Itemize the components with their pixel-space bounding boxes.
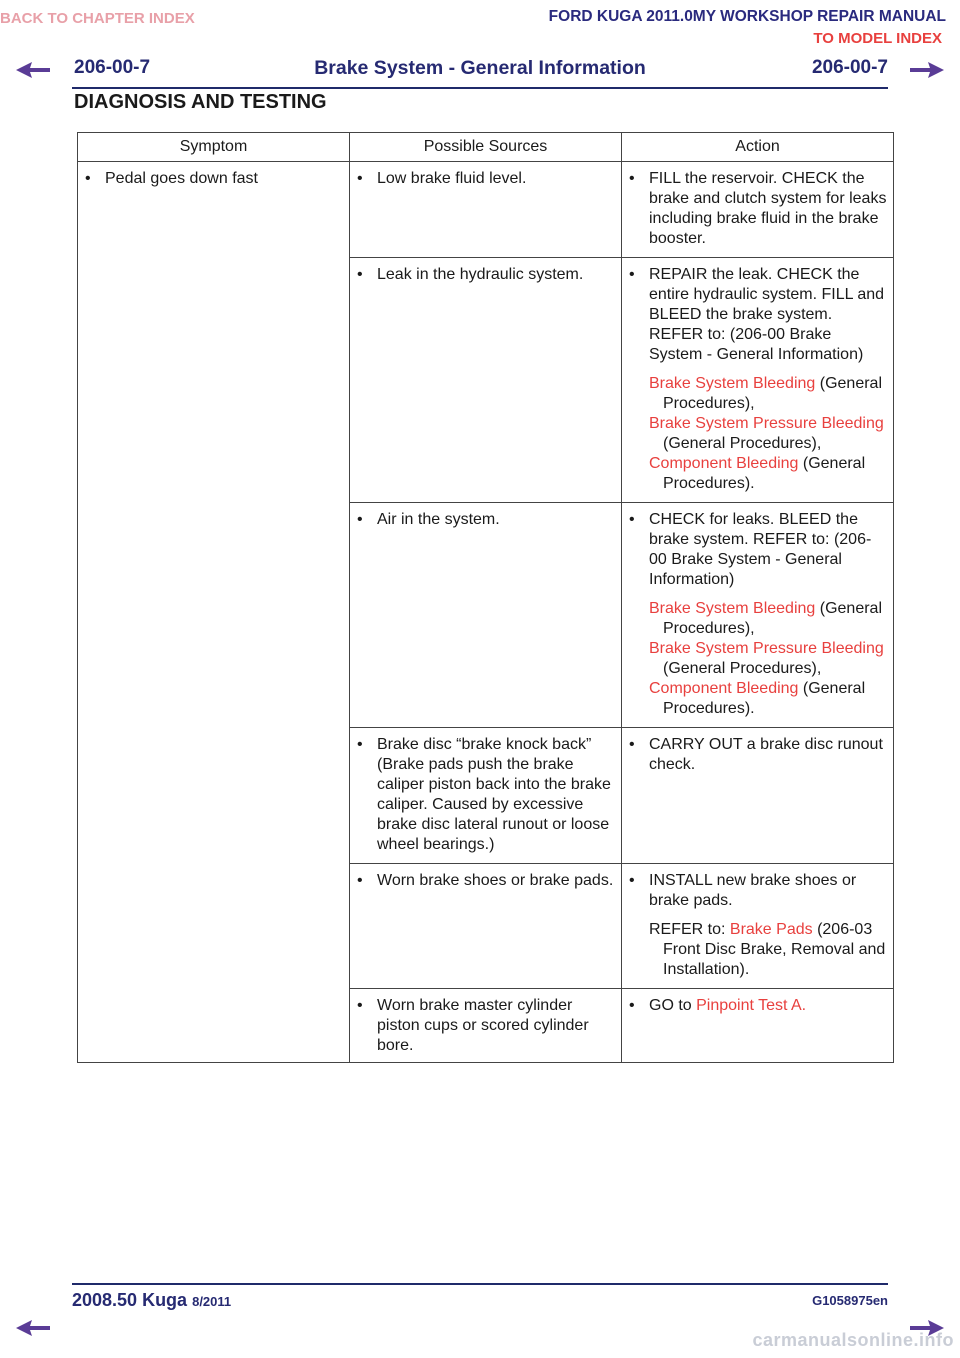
footer-doc-id: G1058975en xyxy=(812,1293,888,1308)
source-text: Worn brake master cylinder piston cups or scored cylinder bore. xyxy=(377,997,589,1054)
action-cell: • CARRY OUT a brake disc runout check. xyxy=(622,728,894,864)
page-code-right: 206-00-7 xyxy=(811,57,888,78)
action-cell: • REPAIR the leak. CHECK the entire hydraulic system. FILL and BLEED the brake system. REFER to: (206-00 Brake System - General Information) Brake System Bleeding (General Procedures), Brake System Pressure Bleeding (General Procedures), Component Bleeding (General Procedures). xyxy=(622,258,894,503)
action-text: INSTALL new brake shoes or brake pads. xyxy=(649,872,857,909)
action-text: GO to xyxy=(649,997,697,1014)
column-header-possible-sources: Possible Sources xyxy=(350,133,622,162)
ref-text: (General Procedures), xyxy=(663,600,883,637)
to-model-index-link[interactable]: TO MODEL INDEX xyxy=(813,30,942,47)
footer-date: 8/2011 xyxy=(192,1294,232,1309)
action-cell: • GO to Pinpoint Test A. xyxy=(622,989,894,1063)
brake-system-bleeding-link[interactable]: Brake System Bleeding xyxy=(649,600,816,617)
ref-text: (General Procedures). xyxy=(663,455,866,492)
source-text: Brake disc “brake knock back” (Brake pads push the brake caliper piston back into the brake caliper. Caused by excessive brake disc lateral runout or loose wheel bearings.) xyxy=(377,736,611,853)
diagnosis-table xyxy=(77,132,894,1063)
ref-text: (General Procedures), xyxy=(663,435,822,452)
previous-page-arrow-icon[interactable] xyxy=(14,1318,52,1338)
action-text: REPAIR the leak. CHECK the entire hydraulic system. FILL and BLEED the brake system. REFER to: (206-00 Brake System - General Information) xyxy=(649,266,885,363)
column-header-symptom: Symptom xyxy=(78,133,350,162)
source-text: Air in the system. xyxy=(377,511,500,528)
source-text: Low brake fluid level. xyxy=(377,170,527,187)
component-bleeding-link[interactable]: Component Bleeding xyxy=(649,455,799,472)
source-cell: • Worn brake shoes or brake pads. xyxy=(350,864,622,989)
action-text: FILL the reservoir. CHECK the brake and clutch system for leaks including brake fluid in the brake booster. xyxy=(649,170,887,247)
component-bleeding-link[interactable]: Component Bleeding xyxy=(649,680,799,697)
source-cell: • Leak in the hydraulic system. xyxy=(350,258,622,503)
brake-system-bleeding-link[interactable]: Brake System Bleeding xyxy=(649,375,816,392)
footer-model xyxy=(72,1290,231,1311)
source-cell: • Air in the system. xyxy=(350,503,622,728)
source-text: Leak in the hydraulic system. xyxy=(377,266,584,283)
source-cell: • Brake disc “brake knock back” (Brake pads push the brake caliper piston back into the brake caliper. Caused by excessive brake disc lateral runout or loose wheel bearings.) xyxy=(350,728,622,864)
action-cell: • INSTALL new brake shoes or brake pads. REFER to: Brake Pads (206-03 Front Disc Brake, Removal and Installation). xyxy=(622,864,894,989)
column-header-action: Action xyxy=(622,133,894,162)
ref-text: (General Procedures), xyxy=(663,660,822,677)
action-text: CARRY OUT a brake disc runout check. xyxy=(649,736,883,773)
header-divider xyxy=(72,87,888,89)
action-cell: • FILL the reservoir. CHECK the brake and clutch system for leaks including brake fluid in the brake booster. xyxy=(622,162,894,258)
section-heading: DIAGNOSIS AND TESTING xyxy=(74,91,327,113)
ref-text: (General Procedures). xyxy=(663,680,866,717)
brake-system-pressure-bleeding-link[interactable]: Brake System Pressure Bleeding xyxy=(649,415,884,432)
footer-model-text: 2008.50 Kuga xyxy=(72,1290,188,1310)
ref-text: (General Procedures), xyxy=(663,375,883,412)
action-text: CHECK for leaks. BLEED the brake system. REFER to: (206-00 Brake System - General Information) xyxy=(649,511,872,588)
watermark: carmanualsonline.info xyxy=(752,1330,954,1350)
source-text: Worn brake shoes or brake pads. xyxy=(377,872,614,889)
source-cell: • Low brake fluid level. xyxy=(350,162,622,258)
footer-divider xyxy=(72,1283,888,1285)
source-cell: • Worn brake master cylinder piston cups or scored cylinder bore. xyxy=(350,989,622,1063)
table-header-row xyxy=(78,133,894,162)
action-cell: • CHECK for leaks. BLEED the brake system. REFER to: (206-00 Brake System - General Information) Brake System Bleeding (General Procedures), Brake System Pressure Bleeding (General Procedures), Component Bleeding (General Procedures). xyxy=(622,503,894,728)
pinpoint-test-a-link[interactable]: Pinpoint Test A. xyxy=(696,997,807,1014)
ref-text: REFER to: xyxy=(649,921,730,938)
brake-pads-link[interactable]: Brake Pads xyxy=(729,921,813,938)
brake-system-pressure-bleeding-link[interactable]: Brake System Pressure Bleeding xyxy=(649,640,884,657)
symptom-text: Pedal goes down fast xyxy=(105,170,258,187)
manual-title: FORD KUGA 2011.0MY WORKSHOP REPAIR MANUAL xyxy=(548,8,946,25)
ref-text: (206-03 Front Disc Brake, Removal and Installation). xyxy=(663,921,886,978)
page-code-left: 206-00-7 xyxy=(74,57,151,78)
back-to-chapter-index-link[interactable]: BACK TO CHAPTER INDEX xyxy=(0,10,195,27)
page-title: Brake System - General Information xyxy=(314,57,646,79)
symptom-cell: • Pedal goes down fast xyxy=(78,162,350,1063)
table-row xyxy=(78,162,894,258)
